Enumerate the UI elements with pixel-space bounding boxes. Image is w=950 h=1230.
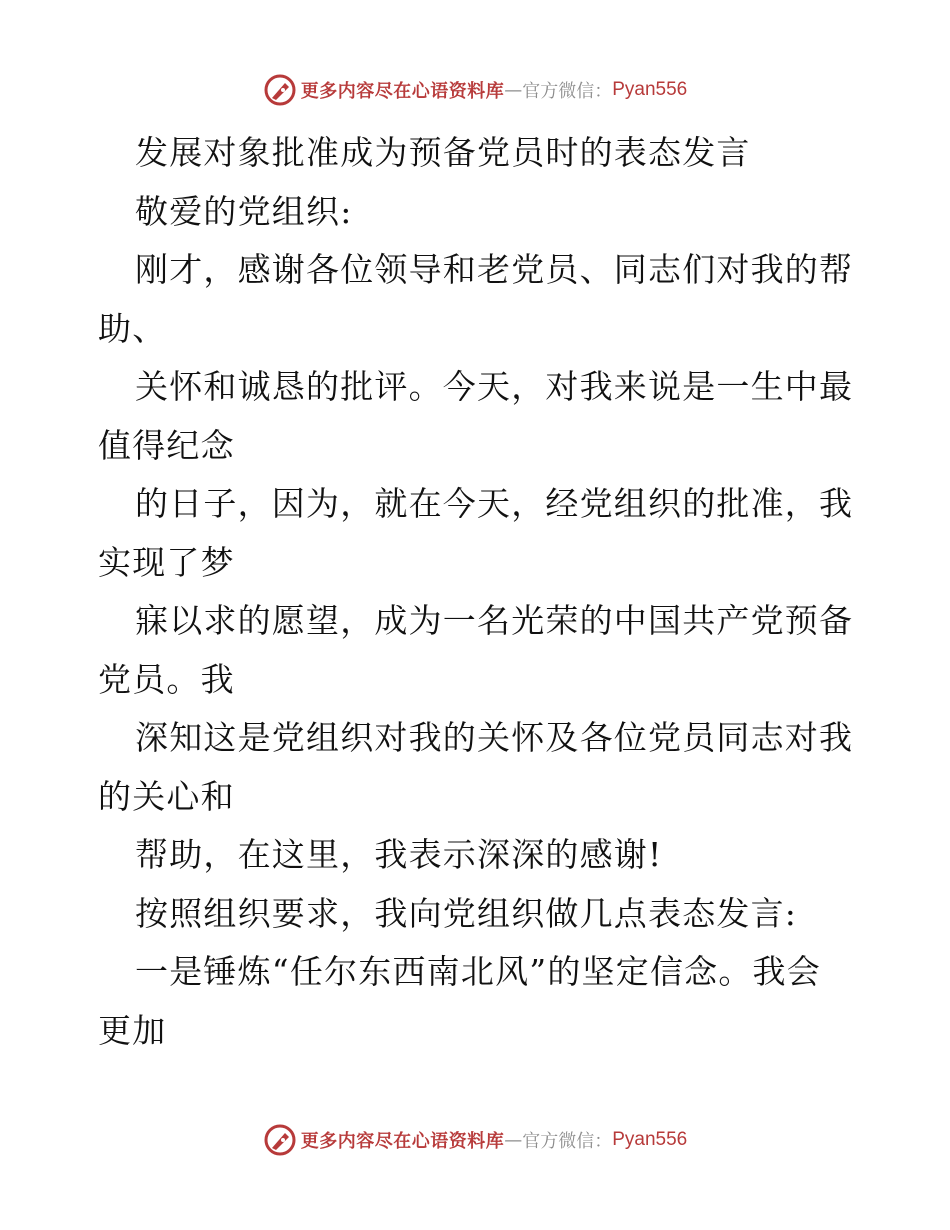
pen-nib-logo-icon [263,1123,297,1157]
banner-site-text: 更多内容尽在心语资料库 [300,81,505,102]
document-title: 发展对象批准成为预备党员时的表态发言 [135,133,751,172]
banner-wechat-id: Pyan556 [612,1129,688,1150]
pen-nib-logo-icon [263,73,297,107]
body-line: 按照组织要求，我向党组织做几点表态发言: [135,893,798,933]
salutation: 敬爱的党组织: [135,191,353,231]
banner-separator: — [504,1129,523,1151]
body-line: 关怀和诚恳的批评。今天，对我来说是一生中最 [135,367,854,406]
body-line: 帮助，在这里，我表示深深的感谢! [135,835,663,874]
body-line: 更加 [98,1010,167,1050]
body-line: 助、 [98,308,167,348]
body-line: 寐以求的愿望，成为一名光荣的中国共产党预备 [135,601,854,640]
document-body [98,124,858,1060]
banner-wechat-id: Pyan556 [612,79,688,100]
footer-banner [0,1120,950,1160]
body-line: 一是锤炼“任尔东西南北风”的坚定信念。我会 [135,952,821,991]
body-line: 实现了梦 [98,542,235,582]
body-line: 值得纪念 [98,425,235,465]
body-line: 的日子，因为，就在今天，经党组织的批准，我 [135,484,854,523]
banner-separator: — [504,79,523,101]
body-line: 党员。我 [98,659,235,699]
body-line: 深知这是党组织对我的关怀及各位党员同志对我 [135,718,854,757]
banner-wechat-label: 官方微信： [522,1131,613,1152]
header-banner [0,70,950,110]
body-line: 刚才，感谢各位领导和老党员、同志们对我的帮 [135,250,854,289]
banner-wechat-label: 官方微信： [522,81,613,102]
body-line: 的关心和 [98,776,235,816]
banner-site-text: 更多内容尽在心语资料库 [300,1131,505,1152]
